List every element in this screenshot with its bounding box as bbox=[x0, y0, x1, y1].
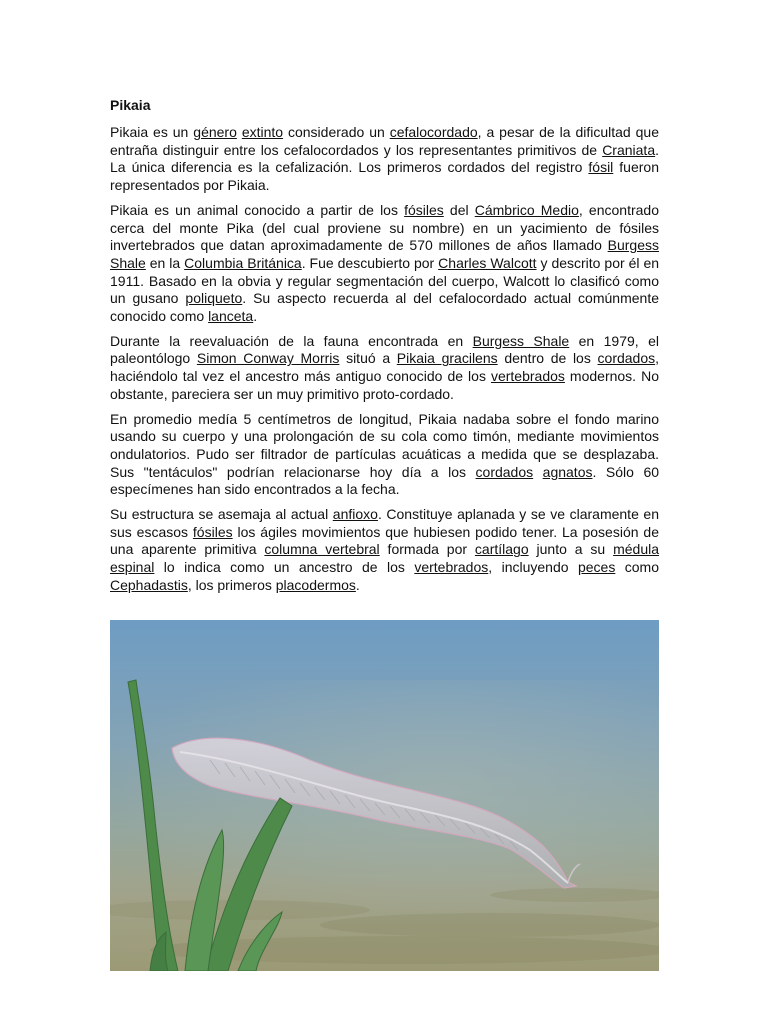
article-link[interactable]: Cephadastis bbox=[110, 576, 188, 593]
paragraph-text: , a pesar de la dificultad que entraña distinguir entre los cefalocordados y los representantes primitivos de bbox=[110, 124, 659, 158]
paragraph-text bbox=[533, 464, 543, 480]
paragraph bbox=[110, 202, 659, 326]
paragraph-text: . Fue descubierto por bbox=[301, 254, 439, 271]
paragraph-text: modernos. No obstante, pareciera ser un muy primitivo proto-cordado. bbox=[110, 368, 659, 402]
article-link[interactable]: Pikaia gracilens bbox=[396, 350, 498, 367]
article-link[interactable]: extinto bbox=[241, 124, 284, 140]
paragraph-text: fueron representados por Pikaia. bbox=[110, 159, 659, 194]
paragraph-text: En promedio medía 5 centímetros de longitud, Pikaia nadaba sobre el fondo marino usando su cuerpo y una prolongación de su cola como timón, mediante movimientos ondulatorios. Pudo ser filtrador de partículas acuáticas a medida que se desplazaba. Sus "tentáculos" podrían relacionarse hoy día a los bbox=[110, 410, 659, 480]
paragraph-text: los ágiles movimientos que hubiesen podido tener. La posesión de una aparente primitiva bbox=[110, 523, 659, 558]
paragraph-text: como bbox=[615, 559, 659, 576]
pikaia-illustration bbox=[110, 620, 659, 971]
paragraph-text: Pikaia es un animal conocido a partir de los bbox=[110, 201, 405, 218]
article-link[interactable]: Columbia Británica bbox=[184, 254, 302, 271]
paragraph-text: Durante la reevaluación de la fauna encontrada en bbox=[110, 332, 473, 349]
paragraph-text: Su estructura se asemaja al actual bbox=[110, 506, 333, 523]
paragraph-text: , encontrado cerca del monte Pika (del cual proviene su nombre) en un yacimiento de fósiles invertebrados que datan aproximadamente de 570 millones de años llamado bbox=[110, 201, 659, 254]
article-body bbox=[110, 124, 659, 595]
paragraph-text: , haciéndolo tal vez el ancestro más antiguo conocido de los bbox=[110, 350, 660, 385]
paragraph bbox=[110, 333, 659, 404]
paragraph bbox=[110, 506, 659, 595]
article-link[interactable]: cefalocordado bbox=[389, 124, 478, 140]
page-title: Pikaia bbox=[110, 97, 151, 113]
article-link[interactable]: cartílago bbox=[474, 541, 529, 558]
article-link[interactable]: Burgess Shale bbox=[110, 237, 659, 271]
paragraph-text: del bbox=[443, 201, 475, 218]
article-link[interactable]: género bbox=[193, 124, 237, 140]
document-page bbox=[110, 96, 659, 602]
paragraph-text: , los primeros bbox=[187, 576, 276, 593]
paragraph-text: en la bbox=[145, 254, 185, 271]
paragraph-text: en 1979, el paleontólogo bbox=[110, 332, 659, 367]
article-link[interactable]: vertebrados bbox=[490, 368, 565, 385]
paragraph-text: situó a bbox=[339, 350, 397, 367]
paragraph bbox=[110, 411, 659, 500]
article-link[interactable]: peces bbox=[577, 559, 616, 576]
article-link[interactable]: fósiles bbox=[404, 201, 444, 218]
article-link[interactable]: lanceta bbox=[208, 308, 254, 325]
paragraph-text: Pikaia es un bbox=[110, 124, 194, 140]
paragraph-text: . Constituye aplanada y se ve claramente en sus escasos bbox=[110, 506, 659, 540]
article-link[interactable]: placodermos bbox=[275, 576, 356, 593]
article-link[interactable]: agnatos bbox=[542, 463, 593, 480]
paragraph-text: y descrito por él en 1911. Basado en la obvia y regular segmentación del cuerpo, Walcott lo clasificó como un gusano bbox=[110, 254, 660, 307]
paragraph-text: . Su aspecto recuerda al del cefalocordado actual comúnmente conocido como bbox=[110, 290, 659, 325]
article-link[interactable]: médula espinal bbox=[110, 541, 660, 576]
article-link[interactable]: vertebrados bbox=[414, 559, 489, 576]
article-link[interactable]: poliqueto bbox=[185, 290, 243, 307]
paragraph-text: dentro de los bbox=[497, 350, 598, 367]
paragraph-text: considerado un bbox=[283, 124, 390, 140]
paragraph-text: . bbox=[355, 576, 360, 593]
paragraph-text: lo indica como un ancestro de los bbox=[154, 559, 415, 576]
article-link[interactable]: anfioxo bbox=[332, 506, 378, 523]
article-link[interactable]: cordados bbox=[475, 463, 534, 480]
paragraph-text: . La única diferencia es la cefalización. Los primeros cordados del registro bbox=[110, 141, 659, 176]
article-link[interactable]: Charles Walcott bbox=[438, 254, 537, 271]
article-link[interactable]: fósiles bbox=[192, 523, 233, 540]
paragraph-text: . bbox=[253, 308, 258, 325]
paragraph-text: , incluyendo bbox=[488, 559, 578, 576]
article-link[interactable]: columna vertebral bbox=[264, 541, 380, 558]
article-link[interactable]: fósil bbox=[588, 159, 614, 176]
article-link[interactable]: Simon Conway Morris bbox=[196, 350, 340, 367]
article-link[interactable]: Craniata bbox=[602, 141, 656, 158]
article-link[interactable]: cordados bbox=[597, 350, 656, 367]
paragraph-text: formada por bbox=[379, 541, 475, 558]
article-link[interactable]: Burgess Shale bbox=[472, 332, 570, 349]
paragraph-text: . Sólo 60 especímenes han sido encontrados a la fecha. bbox=[110, 463, 660, 498]
article-link[interactable]: Cámbrico Medio bbox=[474, 201, 579, 218]
paragraph bbox=[110, 124, 659, 195]
paragraph-text: junto a su bbox=[528, 541, 614, 558]
